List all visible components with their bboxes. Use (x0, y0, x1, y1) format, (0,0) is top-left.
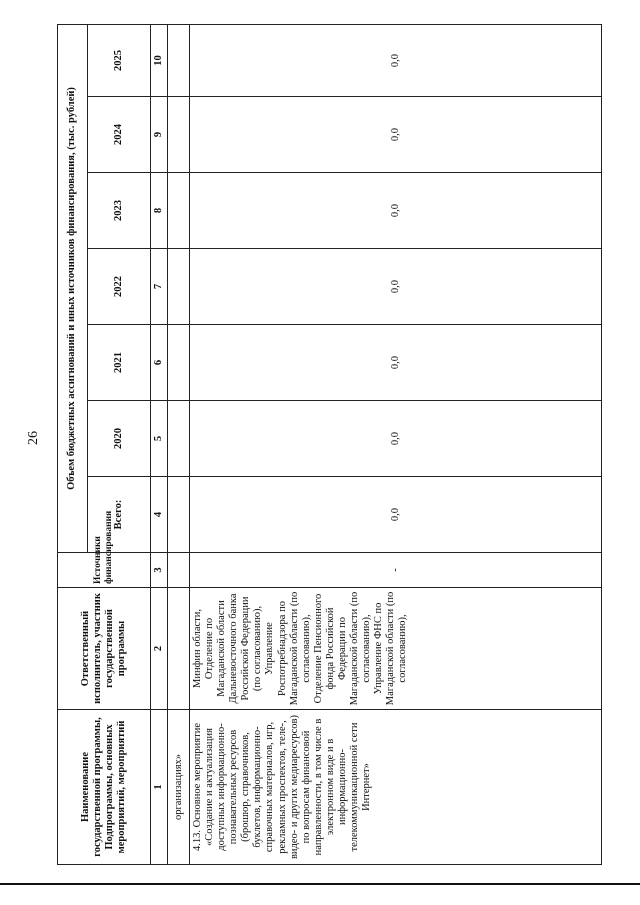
col-number: 3 (151, 553, 168, 588)
row-value-2023: 0,0 (190, 173, 602, 249)
continued-row-empty (168, 25, 190, 97)
col-number: 10 (151, 25, 168, 97)
continued-row-empty (168, 173, 190, 249)
bottom-rule (0, 883, 640, 885)
row-name: 4.13. Основное мероприятие «Создание и актуализация доступных информационно-познавательных ресурсов (брошюр, справочников, буклетов, информационно-справочных материалов, игр, рекламных проспектов, теле-, видео- и других медиаресурсов) по вопросам финансовой направленности, в том числе в электронном виде и в информационно-телекоммуникационной сети Интернет» (190, 710, 602, 865)
header-year-2021: 2021 (88, 325, 151, 401)
col-number: 9 (151, 97, 168, 173)
header-year-2020: 2020 (88, 401, 151, 477)
header-year-2022: 2022 (88, 249, 151, 325)
header-year-2025: 2025 (88, 25, 151, 97)
rotated-table-wrapper (57, 30, 602, 865)
continued-row-empty (168, 249, 190, 325)
row-source: - (190, 553, 602, 588)
row-executor: Минфин области, Отделение по Магаданской области Дальневосточного банка Российской Федерации (по согласованию), Управление Роспотребнадзора по Магаданской области (по согласованию), Отделение Пенсионного фонда Российской Федерации по Магаданской области (по согласованию), Управление ФНС по Магаданской области (по согласованию), (190, 588, 602, 710)
header-total: Всего: (88, 477, 151, 553)
row-value-2021: 0,0 (190, 325, 602, 401)
page-number: 26 (26, 431, 41, 445)
row-value-2025: 0,0 (190, 25, 602, 97)
table-row (190, 25, 602, 865)
column-numbers-row (151, 25, 168, 865)
col-number: 2 (151, 588, 168, 710)
continued-row-empty (168, 588, 190, 710)
header-executor: Ответственный исполнитель, участник государственной программы (58, 588, 151, 710)
row-value-2024: 0,0 (190, 97, 602, 173)
continued-row-empty (168, 325, 190, 401)
financing-table (57, 24, 602, 865)
continued-row-text: организациях» (168, 710, 190, 865)
row-value-2020: 0,0 (190, 401, 602, 477)
header-financing-group: Объем бюджетных ассигнований и иных источников финансирования, (тыс. рублей) (58, 25, 88, 553)
row-value-total: 0,0 (190, 477, 602, 553)
col-number: 5 (151, 401, 168, 477)
col-number: 8 (151, 173, 168, 249)
header-year-2023: 2023 (88, 173, 151, 249)
col-number: 4 (151, 477, 168, 553)
row-value-2022: 0,0 (190, 249, 602, 325)
header-year-2024: 2024 (88, 97, 151, 173)
col-number: 7 (151, 249, 168, 325)
header-name: Наименование государственной программы, Подпрограммы, основных мероприятий, мероприятий (58, 710, 151, 865)
continued-row-empty (168, 477, 190, 553)
continued-row-empty (168, 401, 190, 477)
continued-row-empty (168, 553, 190, 588)
header-source: Источники финансирования (58, 553, 151, 588)
continued-row (168, 25, 190, 865)
continued-row-empty (168, 97, 190, 173)
col-number: 6 (151, 325, 168, 401)
col-number: 1 (151, 710, 168, 865)
